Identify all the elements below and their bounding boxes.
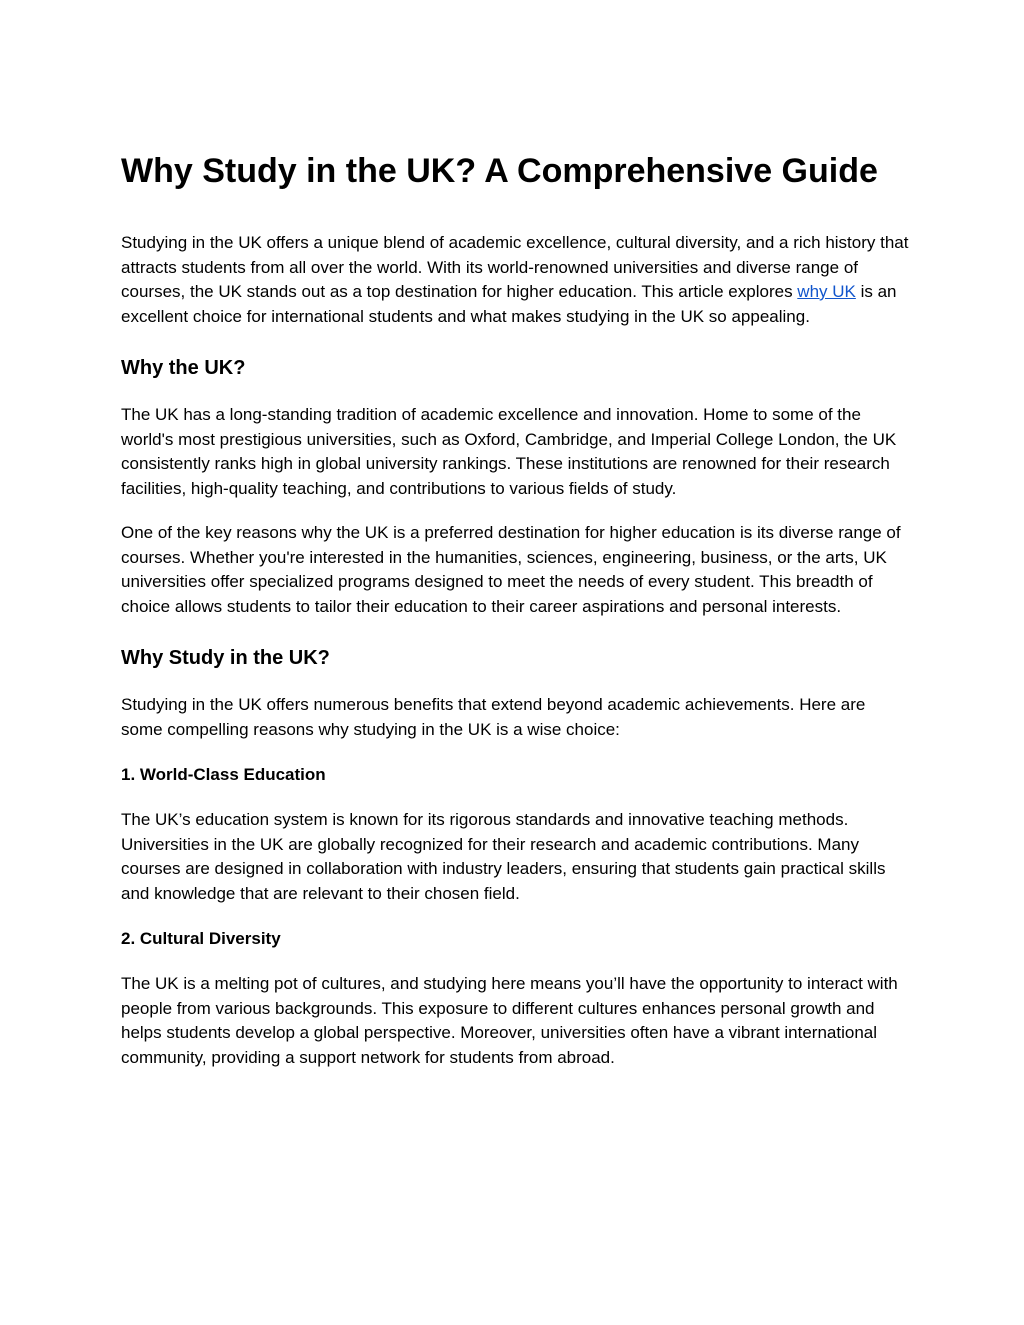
- world-class-education-paragraph: The UK’s education system is known for its rigorous standards and innovative teaching methods. Universities in the UK are globally recognized for their research and academic contributions. Many courses are designed in collaboration with industry leaders, ensuring that students gain practical skills and knowledge that are relevant to their chosen field.: [121, 810, 886, 903]
- page-title: Why Study in the UK? A Comprehensive Guide: [121, 152, 878, 190]
- subheading-cultural-diversity: 2. Cultural Diversity: [121, 929, 281, 948]
- section-heading-why-the-uk: Why the UK?: [121, 357, 246, 379]
- document-content: [121, 149, 911, 1090]
- cultural-diversity-paragraph: The UK is a melting pot of cultures, and studying here means you’ll have the opportunity to interact with people from various backgrounds. This exposure to different cultures enhances personal growth and helps students develop a global perspective. Moreover, universities often have a vibrant international community, providing a support network for students from abroad.: [121, 974, 898, 1067]
- section-heading-why-study-in-the-uk: Why Study in the UK?: [121, 647, 330, 669]
- why-uk-paragraph-1: The UK has a long-standing tradition of academic excellence and innovation. Home to some of the world's most prestigious universities, such as Oxford, Cambridge, and Imperial College London, the UK consistently ranks high in global university rankings. These institutions are renowned for their research facilities, high-quality teaching, and contributions to various fields of study.: [121, 405, 897, 498]
- subheading-world-class-education: 1. World-Class Education: [121, 765, 326, 784]
- intro-text-after-link: is an excellent choice for international students and what makes studying in the UK so appealing.: [121, 282, 897, 326]
- why-uk-paragraph-2: One of the key reasons why the UK is a preferred destination for higher education is its diverse range of courses. Whether you're interested in the humanities, sciences, engineering, business, or the arts, UK universities offer specialized programs designed to meet the needs of every student. This breadth of choice allows students to tailor their education to their career aspirations and personal interests.: [121, 523, 901, 616]
- why-study-intro-paragraph: Studying in the UK offers numerous benefits that extend beyond academic achievements. Here are some compelling reasons why studying in the UK is a wise choice:: [121, 695, 866, 739]
- intro-paragraph: [121, 231, 911, 329]
- intro-text-before-link: Studying in the UK offers a unique blend of academic excellence, cultural diversity, and a rich history that attracts students from all over the world. With its world-renowned universities and diverse range of courses, the UK stands out as a top destination for higher education. This article explores: [121, 233, 909, 301]
- why-uk-link[interactable]: why UK: [797, 282, 856, 301]
